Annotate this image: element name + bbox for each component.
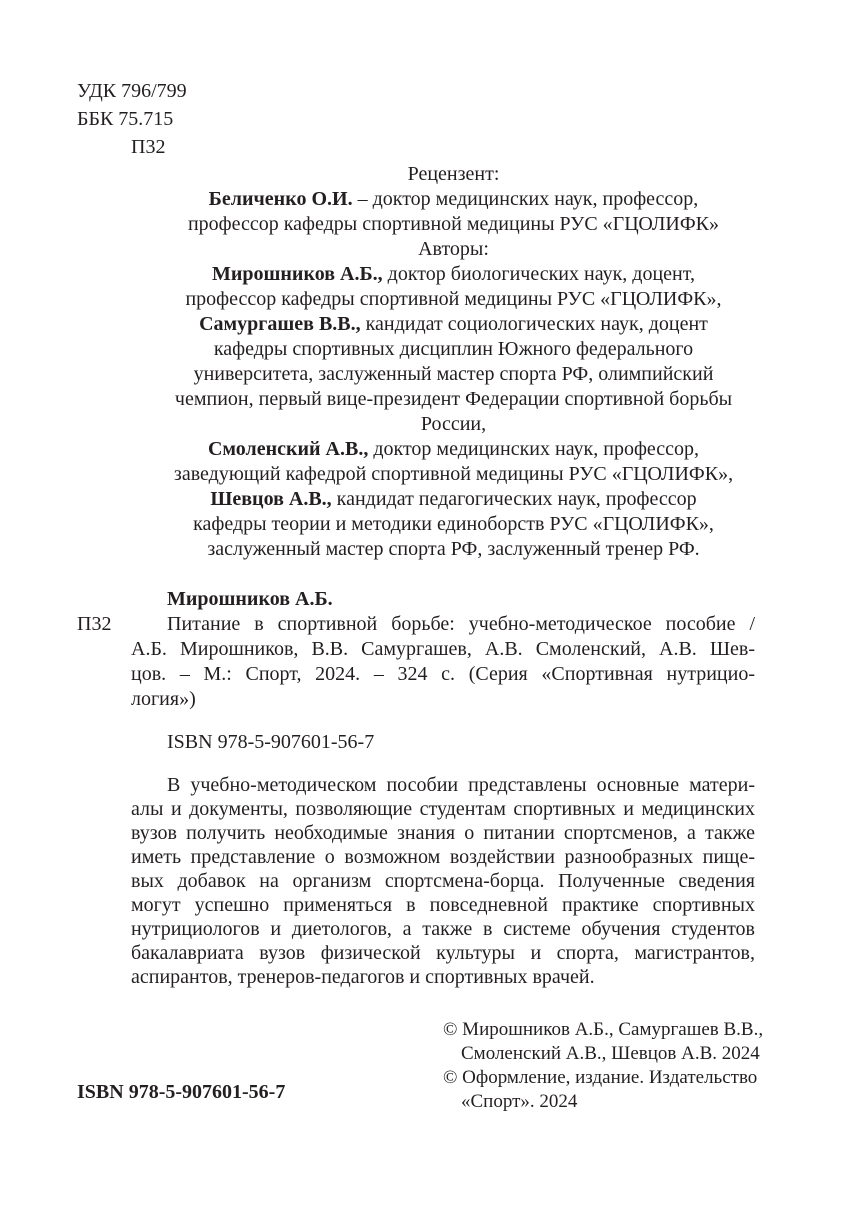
- author4-line-1: [0, 487, 857, 511]
- author2-name: Самургашев В.В.,: [199, 313, 361, 335]
- reviewer-line-1: [0, 187, 857, 211]
- reviewer-desc: – доктор медицинских наук, профессор,: [352, 188, 699, 210]
- authors-heading: Авторы:: [418, 238, 489, 260]
- udk-code: УДК 796/799: [77, 80, 187, 102]
- copyright-publisher-line-2: «Спорт». 2024: [461, 1091, 578, 1112]
- footer-isbn: ISBN 978-5-907601-56-7: [77, 1081, 286, 1103]
- biblio-line-1: Питание в спортивной борьбе: учебно-методическое пособие /: [167, 613, 755, 635]
- abstract-line-9: аспирантов, тренеров-педагогов и спортивных врачей.: [131, 966, 595, 988]
- author2-line-2: кафедры спортивных дисциплин Южного федерального: [213, 338, 694, 360]
- abstract-line-2: алы и документы, позволяющие студентам спортивных и медицинских: [131, 798, 755, 820]
- abstract-line-4: иметь представление о возможном воздействии разнообразных пище-: [131, 846, 755, 868]
- author1-desc: доктор биологических наук, доцент,: [382, 263, 695, 285]
- abstract-line-8: бакалавриата вузов физической культуры и спорта, магистрантов,: [131, 942, 755, 964]
- author4-name: Шевцов А.В.,: [210, 488, 332, 510]
- author4-line-2: кафедры теории и методики единоборств РУС «ГЦОЛИФК»,: [193, 513, 714, 535]
- reviewer-heading: Рецензент:: [407, 163, 500, 185]
- abstract-line-3: вузов получить необходимые знания о питании спортсменов, а также: [131, 822, 755, 844]
- author1-line-2: профессор кафедры спортивной медицины РУС «ГЦОЛИФК»,: [185, 288, 722, 310]
- author3-line-1: [0, 437, 857, 461]
- abstract-line-6: могут успешно применяться в повседневной практике спортивных: [131, 894, 755, 916]
- author2-line-4: чемпион, первый вице-президент Федерации спортивной борьбы: [174, 388, 733, 410]
- biblio-line-3: цов. – М.: Спорт, 2024. – 324 с. (Серия «Спортивная нутрицио-: [131, 663, 755, 685]
- biblio-mark: П32: [77, 613, 112, 635]
- abstract-line-1: В учебно-методическом пособии представлены основные матери-: [167, 774, 755, 796]
- author2-line-1: [0, 312, 857, 336]
- abstract-line-7: нутрициологов и диетологов, а также в системе обучения студентов: [131, 918, 755, 940]
- reviewer-name: Беличенко О.И.: [208, 188, 353, 210]
- author1-line-1: [0, 262, 857, 286]
- reviewer-line-2: профессор кафедры спортивной медицины РУС «ГЦОЛИФК»: [187, 213, 720, 235]
- author4-line-3: заслуженный мастер спорта РФ, заслуженный тренер РФ.: [207, 538, 700, 560]
- author2-desc: кандидат социологических наук, доцент: [360, 313, 708, 335]
- biblio-isbn: ISBN 978-5-907601-56-7: [167, 731, 375, 753]
- author3-desc: доктор медицинских наук, профессор,: [368, 438, 700, 460]
- abstract-line-5: вых добавок на организм спортсмена-борца. Полученные сведения: [131, 870, 755, 892]
- biblio-main-author: Мирошников А.Б.: [167, 588, 333, 610]
- biblio-line-2: А.Б. Мирошников, В.В. Самургашев, А.В. Смоленский, А.В. Шев-: [131, 638, 755, 660]
- biblio-line-4: логия»): [131, 688, 196, 710]
- copyright-authors-line-1: © Мирошников А.Б., Самургашев В.В.,: [443, 1019, 764, 1040]
- author4-desc: кандидат педагогических наук, профессор: [331, 488, 697, 510]
- bbk-code: ББК 75.715: [77, 108, 174, 130]
- author2-line-3: университета, заслуженный мастер спорта РФ, олимпийский: [193, 363, 714, 385]
- copyright-authors-line-2: Смоленский А.В., Шевцов А.В. 2024: [461, 1043, 760, 1064]
- author3-line-2: заведующий кафедрой спортивной медицины РУС «ГЦОЛИФК»,: [173, 463, 734, 485]
- author3-name: Смоленский А.В.,: [207, 438, 369, 460]
- author-mark: П32: [131, 136, 166, 158]
- author1-name: Мирошников А.Б.,: [211, 263, 383, 285]
- author2-line-5: России,: [420, 413, 487, 435]
- copyright-publisher-line-1: © Оформление, издание. Издательство: [443, 1067, 758, 1088]
